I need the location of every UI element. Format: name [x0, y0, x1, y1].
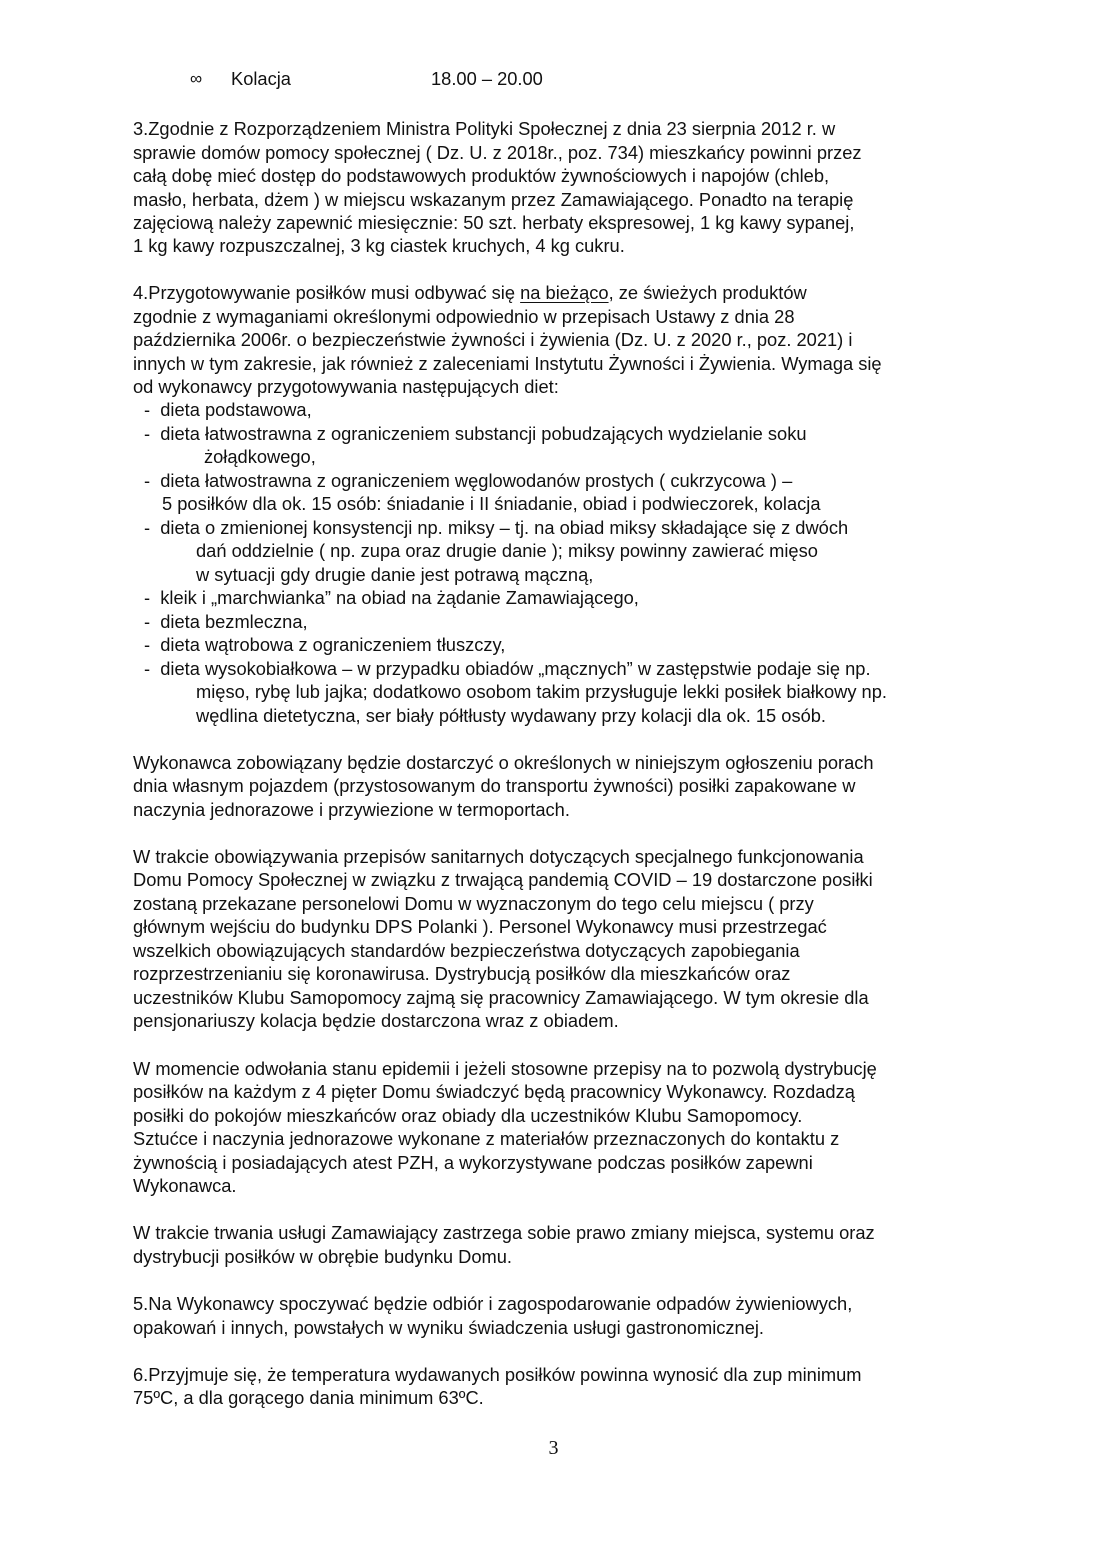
changes-line: W trakcie trwania usługi Zamawiający zastrzega sobie prawo zmiany miejsca, systemu oraz: [133, 1222, 875, 1243]
section4-first-text-end: , ze świeżych produktów: [608, 282, 807, 303]
diet-item-continuation: 5 posiłków dla ok. 15 osób: śniadanie i II śniadanie, obiad i podwieczorek, kolacja: [162, 493, 821, 514]
after-epidemic-line: Wykonawca.: [133, 1175, 237, 1196]
section3-line: masło, herbata, dżem ) w miejscu wskazanym przez Zamawiającego. Ponadto na terapię: [133, 189, 854, 210]
covid-line: pensjonariuszy kolacja będzie dostarczona wraz z obiadem.: [133, 1010, 619, 1031]
diet-item: - dieta łatwostrawna z ograniczeniem węglowodanów prostych ( cukrzycowa ) –: [144, 470, 793, 491]
section4-line: od wykonawcy przygotowywania następujących diet:: [133, 376, 559, 397]
after-epidemic-line: posiłków na każdym z 4 pięter Domu świadczyć będą pracownicy Wykonawcy. Rozdadzą: [133, 1081, 855, 1102]
covid-line: rozprzestrzenianiu się koronawirusa. Dystrybucją posiłków dla mieszkańców oraz: [133, 963, 791, 984]
after-epidemic-line: posiłki do pokojów mieszkańców oraz obiady dla uczestników Klubu Samopomocy.: [133, 1105, 803, 1126]
delivery-line: Wykonawca zobowiązany będzie dostarczyć o określonych w niniejszym ogłoszeniu porach: [133, 752, 874, 773]
diet-item: - kleik i „marchwianka” na obiad na żądanie Zamawiającego,: [144, 587, 639, 608]
section4-first-text: 4.Przygotowywanie posiłków musi odbywać się: [133, 282, 521, 303]
diet-item-continuation: wędlina dietetyczna, ser biały półtłusty wydawany przy kolacji dla ok. 15 osób.: [196, 705, 827, 726]
diet-item: - dieta bezmleczna,: [144, 611, 308, 632]
covid-line: zostaną przekazane personelowi Domu w wyznaczonym do tego celu miejscu ( przy: [133, 893, 814, 914]
section3-line: sprawie domów pomocy społecznej ( Dz. U. z 2018r., poz. 734) mieszkańcy powinni przez: [133, 142, 862, 163]
covid-line: uczestników Klubu Samopomocy zajmą się pracownicy Zamawiającego. W tym okresie dla: [133, 987, 869, 1008]
section3-line: 1 kg kawy rozpuszczalnej, 3 kg ciastek kruchych, 4 kg cukru.: [133, 235, 625, 256]
section4-first-line: [133, 281, 807, 305]
diet-item: - dieta wątrobowa z ograniczeniem tłuszczy,: [144, 634, 506, 655]
section4-line: zgodnie z wymaganiami określonymi odpowiednio w przepisach Ustawy z dnia 28: [133, 306, 795, 327]
covid-line: wszelkich obowiązujących standardów bezpieczeństwa dotyczących zapobiegania: [133, 940, 800, 961]
section6-line: 6.Przyjmuje się, że temperatura wydawanych posiłków powinna wynosić dla zup minimum: [133, 1364, 862, 1385]
section3-line: 3.Zgodnie z Rozporządzeniem Ministra Polityki Społecznej z dnia 23 sierpnia 2012 r. w: [133, 118, 836, 139]
meal-bullet-icon: ∞: [190, 69, 203, 88]
after-epidemic-line: Sztućce i naczynia jednorazowe wykonane z materiałów przeznaczonych do kontaktu z: [133, 1128, 840, 1149]
covid-line: W trakcie obowiązywania przepisów sanitarnych dotyczących specjalnego funkcjonowania: [133, 846, 864, 867]
meal-name: Kolacja: [231, 68, 291, 89]
diet-item-continuation: dań oddzielnie ( np. zupa oraz drugie danie ); miksy powinny zawierać mięso: [196, 540, 818, 561]
page-number: 3: [548, 1437, 559, 1459]
section5-line: 5.Na Wykonawcy spoczywać będzie odbiór i zagospodarowanie odpadów żywieniowych,: [133, 1293, 853, 1314]
diet-item-continuation: w sytuacji gdy drugie danie jest potrawą mączną,: [196, 564, 594, 585]
section4-line: innych w tym zakresie, jak również z zaleceniami Instytutu Żywności i Żywienia. Wymaga się: [133, 353, 882, 374]
after-epidemic-line: W momencie odwołania stanu epidemii i jeżeli stosowne przepisy na to pozwolą dystrybucję: [133, 1058, 877, 1079]
changes-line: dystrybucji posiłków w obrębie budynku Domu.: [133, 1246, 513, 1267]
diet-item: - dieta o zmienionej konsystencji np. miksy – tj. na obiad miksy składające się z dwóch: [144, 517, 849, 538]
section3-line: zajęciową należy zapewnić miesięcznie: 50 szt. herbaty ekspresowej, 1 kg kawy sypanej,: [133, 212, 855, 233]
after-epidemic-line: żywnością i posiadających atest PZH, a wykorzystywane podczas posiłków zapewni: [133, 1152, 813, 1173]
section4-line: października 2006r. o bezpieczeństwie żywności i żywienia (Dz. U. z 2020 r., poz. 2021) i: [133, 329, 853, 350]
delivery-line: naczynia jednorazowe i przywiezione w termoportach.: [133, 799, 570, 820]
underlined-phrase: na bieżąco: [520, 282, 609, 303]
diet-item: - dieta łatwostrawna z ograniczeniem substancji pobudzających wydzielanie soku: [144, 423, 807, 444]
delivery-line: dnia własnym pojazdem (przystosowanym do transportu żywności) posiłki zapakowane w: [133, 775, 856, 796]
covid-line: głównym wejściu do budynku DPS Polanki ). Personel Wykonawcy musi przestrzegać: [133, 916, 827, 937]
diet-item-continuation: żołądkowego,: [204, 446, 316, 467]
diet-item: - dieta wysokobiałkowa – w przypadku obiadów „mącznych” w zastępstwie podaje się np.: [144, 658, 871, 679]
diet-item-continuation: mięso, rybę lub jajka; dodatkowo osobom takim przysługuje lekki posiłek białkowy np.: [196, 681, 887, 702]
section3-line: całą dobę mieć dostęp do podstawowych produktów żywnościowych i napojów (chleb,: [133, 165, 830, 186]
diet-item: - dieta podstawowa,: [144, 399, 312, 420]
meal-time: 18.00 – 20.00: [431, 68, 543, 89]
covid-line: Domu Pomocy Społecznej w związku z trwającą pandemią COVID – 19 dostarczone posiłki: [133, 869, 873, 890]
section5-line: opakowań i innych, powstałych w wyniku świadczenia usługi gastronomicznej.: [133, 1317, 765, 1338]
section6-line: 75ºC, a dla gorącego dania minimum 63ºC.: [133, 1387, 484, 1408]
